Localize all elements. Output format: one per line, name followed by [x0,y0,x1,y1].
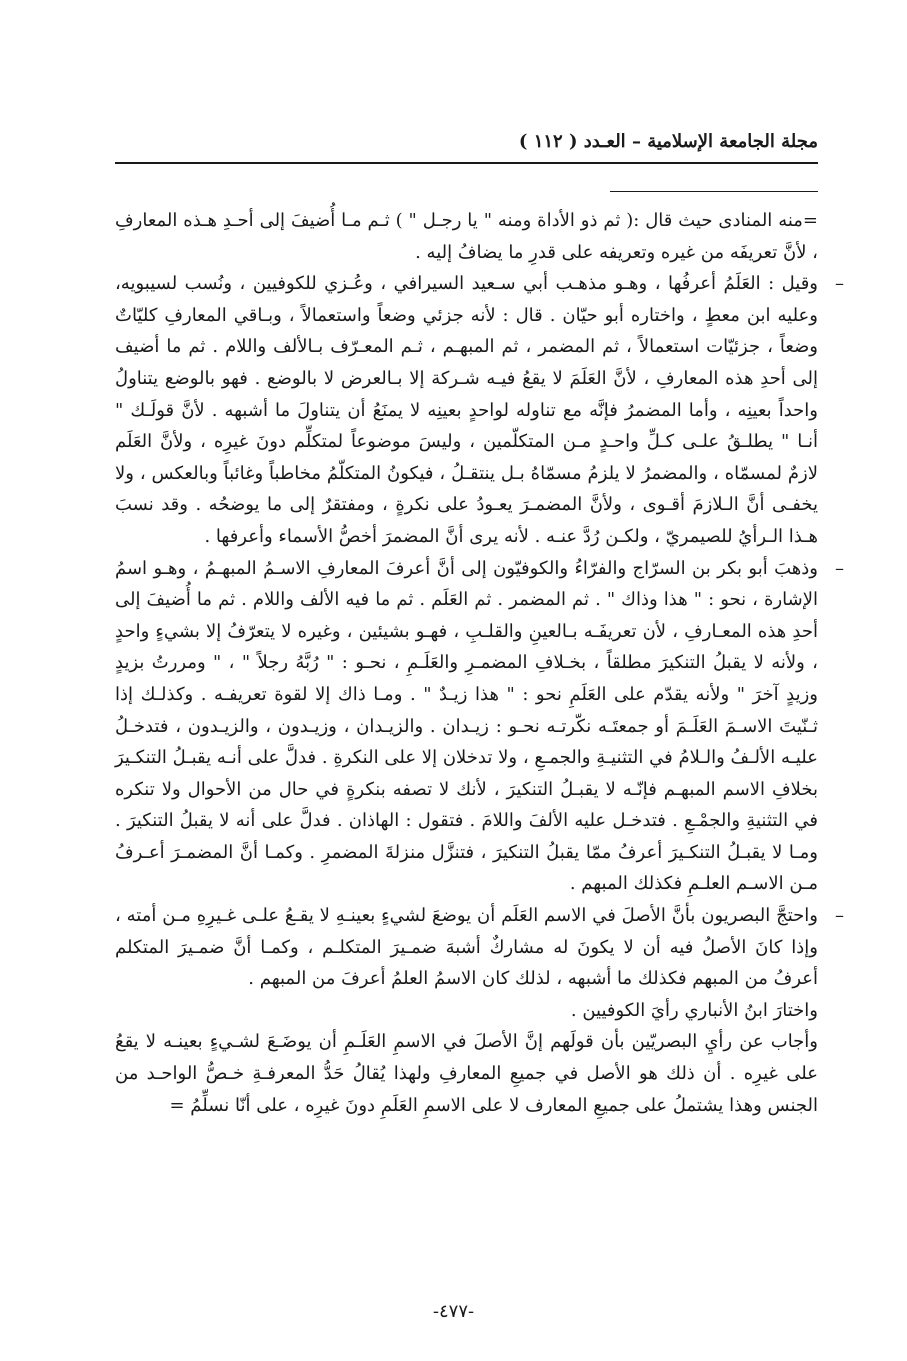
journal-header: مجلة الجامعة الإسلامية – العـدد ( ١١٢ ) [518,131,818,152]
paragraph-text: وأجاب عن رأيِ البصريّين بأن قولَهم إنَّ الأصلَ في الاسمِ العَلَـمِ أن يوضَـعَ لشـيءٍ بعينـه لا يقعُ على غيرِه . أن ذلك هو الأصل في جميعِ المعارفِ ولهذا يُقالُ حَدُّ المعرفـةِ خـصُّ الواحـد من الجنس وهذا يشتملُ على جميعِ المعارف لا على الاسمِ العَلَمِ دونَ غيرِه ، على أنّا نسلِّمُ = [115,1031,818,1116]
list-dash: – [835,273,844,295]
paragraph-text: واحتجَّ البصريون بأنَّ الأصلَ في الاسم العَلَم أن يوضعَ لشيءٍ بعينـهِ لا يقـعُ علـى غـيرِهِ مـن أمته ، وإذا كانَ الأصلُ فيه أن لا يكونَ له مشاركٌ أشبهَ ضمـيرَ المتكلـم ، وكمـا أنَّ ضمـيرَ المتكلم أعرفُ من المبهم فكذلك ما أشبهه ، لذلك كان الاسمُ العلمُ أعرفَ من المبهم . [115,905,818,990]
list-dash: – [835,905,844,927]
footnote-separator [610,191,818,192]
paragraph-text: واختارَ ابنُ الأنباري رأيَ الكوفيين . [570,999,818,1021]
paragraph-6 [115,1026,818,1121]
paragraph-2 [115,268,844,552]
article-body [115,205,844,1121]
paragraph-4 [115,900,844,995]
paragraph-text: وذهبَ أبو بكر بن السرّاج والفرّاءُ والكوفيّون إلى أنَّ أعرفَ المعارفِ الاسـمُ المبهـمُ ، وهـو اسمُ الإشارة ، نحو : " هذا وذاك " . ثم المضمر . ثم العَلَم . ثم ما فيه الألف واللام . ثم ما أُضيفَ إلى أحدِ هذه المعـارفِ ، لأن تعريفَـه بـالعينِ والقلـبِ ، فهـو بشيئين ، وغيره لا يتعرّفُ إلا بشيءٍ واحدٍ ، ولأنه لا يقبلُ التنكيرَ مطلقاً ، بخـلافِ المضمـرِ والعَلَـمِ ، نحـو : " رُبَّهُ رجلاً " ، " ومررتُ بزيدٍ وزيدٍ آخرَ " ولأنه يقدّم على العَلَمِ نحو : " هذا زيـدٌ " . ومـا ذاك إلا لقوة تعريفـه . وكذلـك إذا ثـنّيتَ الاسـمَ العَلَـمَ أو جمعتَـه نكّرتـه نحـو : زيـدان . والزيـدان ، وزيـدون ، والزيـدون ، فتدخـلُ عليـه الألـفُ والـلامُ في التثنيـةِ والجمـعِ ، ولا تدخلان إلا على النكرةِ . فدلَّ على أنـه يقبـلُ التنكـيرَ بخلافِ الاسم المبهـم فإنّـه لا يقبـلُ التنكيرَ ، لأنك لا تصفه بنكرةٍ في حال من الأحوال ولا تنكره في التثنيةِ والجمْـعِ . فتدخـل عليه الألفَ واللامَ . فتقول : الهاذان . فدلَّ على أنه لا يقبلُ التنكيرَ . ومـا لا يقبـلُ التنكـيرَ أعرفُ ممّا يقبلُ التنكيرَ ، فتنزَّل منزلةَ المضمرِ . وكمـا أنَّ المضمـرَ أعـرفُ مـن الاسـم العلـمِ فكذلك المبهم . [115,557,818,895]
paragraph-text: =منه المنادى حيث قال :( ثم ذو الأداة ومنه " يا رجـل " ) ثـم مـا أُضيفَ إلى أحـدِ هـذه المعارفِ ، لأنَّ تعريفَه من غيره وتعريفه على قدرِ ما يضافُ إليه . [115,210,818,263]
header-rule [115,162,818,164]
page-number: -٤٧٧- [432,1301,475,1322]
list-dash: – [835,557,844,579]
paragraph-1 [115,205,818,268]
paragraph-3 [115,553,844,901]
paragraph-text: وقيل : العَلَمُ أعرفُها ، وهـو مذهـب أبي سـعيد السيرافي ، وعُـزي للكوفيين ، ونُسب لسيبويه، وعليه ابن معطٍ ، واختاره أبو حيّان . قال : لأنه جزئي وضعاً واستعمالاً ، وبـاقي المعارفِ كليّاتٌ وضعاً ، جزئيّات استعمالاً ، ثم المضمر ، ثم المبهـم ، ثـم المعـرّف بـالألف واللام . ثم ما أضيف إلى أحدِ هذه المعارفِ ، لأنَّ العَلَمَ لا يقعُ فيـه شـركة إلا بـالعرض لا بالوضع . فهو بالوضع يتناولُ واحداً بعينِه ، وأما المضمرُ فإنَّه مع تناوله لواحدٍ بعينِه لا يمنَعُ أن يتناولَ ما أشبهه . لأنَّ قولَـك " أنـا " يطلـقُ علـى كـلِّ واحـدٍ مـن المتكلّمين ، وليسَ موضوعاً لمتكلِّم دونَ غيرِه ، ولأنَّ العَلَم لازمٌ لمسمّاه ، والمضمرُ لا يلزمُ مسمّاهُ بـل ينتقـلُ ، فيكونُ المتكلّمُ مخاطباً وغائباً وبالعكس ، ولا يخفـى أنَّ الـلازمَ أقـوى ، ولأنَّ المضمـرَ يعـودُ على نكرةٍ ، ومفتقرٌ إلى ما يوضحُه . وقد نسبَ هـذا الـرأيُ للصيمريّ ، ولكـن رُدَّ عنـه . لأنه يرى أنَّ المضمرَ أخصُّ الأسماء وأعرفها . [115,273,818,547]
paragraph-5 [115,995,818,1027]
